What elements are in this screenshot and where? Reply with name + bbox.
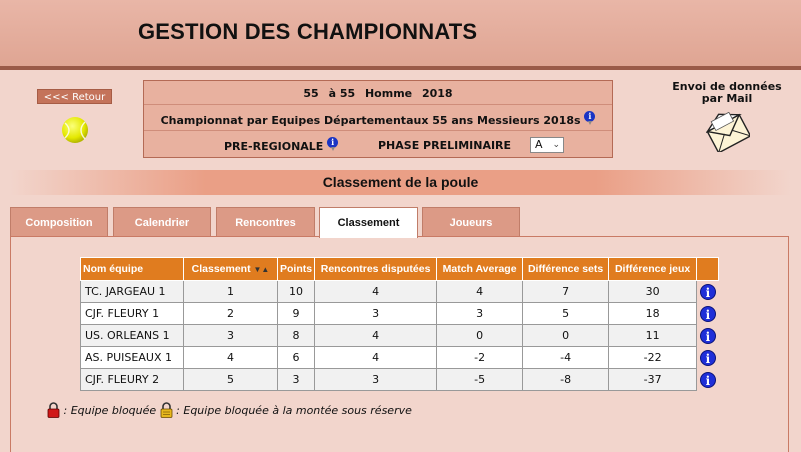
cell-team: AS. PUISEAUX 1 [81,347,184,369]
cell-info [697,369,719,391]
cell-game-diff: 18 [609,303,697,325]
tab-composition[interactable]: Composition [10,207,108,237]
cell-set-diff: -4 [523,347,609,369]
division-row [144,133,612,157]
info-icon[interactable]: i [700,372,716,388]
cell-set-diff: 0 [523,325,609,347]
tab-classement[interactable]: Classement [319,207,418,238]
tab-calendrier[interactable]: Calendrier [113,207,211,237]
info-icon[interactable]: i [700,306,716,322]
cell-team: CJF. FLEURY 2 [81,369,184,391]
cell-ranking: 4 [184,347,278,369]
cell-info [697,325,719,347]
tab-joueurs[interactable]: Joueurs [422,207,520,237]
cell-game-diff: -37 [609,369,697,391]
cell-info [697,347,719,369]
division-name: PRE-REGIONALE [224,140,324,153]
cell-ranking: 3 [184,325,278,347]
envelope-icon[interactable] [706,112,750,152]
championship-info-icon[interactable]: i [584,111,595,122]
yellow-lock-icon [160,402,173,418]
cell-ranking: 5 [184,369,278,391]
cell-match-average: -5 [437,369,523,391]
send-mail-line2: par Mail [701,92,753,105]
category-year: 2018 [421,87,453,100]
col-matches[interactable]: Rencontres disputées [315,258,437,281]
legend-locked: : Equipe bloquée [63,404,157,417]
cell-points: 6 [278,347,315,369]
cell-set-diff: -8 [523,369,609,391]
col-actions [697,258,719,281]
cell-set-diff: 5 [523,303,609,325]
tab-rencontres[interactable]: Rencontres [216,207,315,237]
sort-icon[interactable]: ▼▲ [253,265,270,274]
table-row [81,347,719,369]
table-row [81,369,719,391]
cell-match-average: 3 [437,303,523,325]
send-mail-line1: Envoi de données [672,80,782,93]
phase-label: PHASE PRELIMINAIRE [378,139,512,152]
section-title: Classement de la poule [10,170,791,195]
cell-info [697,303,719,325]
cell-match-average: -2 [437,347,523,369]
cell-match-average: 0 [437,325,523,347]
cell-ranking: 2 [184,303,278,325]
cell-matches: 4 [315,347,437,369]
cell-points: 10 [278,281,315,303]
category-row [144,87,612,105]
col-match-average[interactable]: Match Average [437,258,523,281]
send-mail-label [662,81,792,105]
table-row [81,303,719,325]
info-icon[interactable]: i [700,284,716,300]
info-icon[interactable]: i [700,328,716,344]
cell-points: 8 [278,325,315,347]
cell-points: 9 [278,303,315,325]
cell-matches: 3 [315,303,437,325]
cell-game-diff: -22 [609,347,697,369]
championship-name: Championnat par Equipes Départementaux 55 ans Messieurs 2018s [160,114,581,127]
category-age-min: 55 [303,87,319,100]
cell-team: CJF. FLEURY 1 [81,303,184,325]
cell-matches: 4 [315,281,437,303]
info-icon[interactable]: i [700,350,716,366]
cell-info [697,281,719,303]
poule-select-value: A [535,138,543,151]
table-row [81,281,719,303]
cell-points: 3 [278,369,315,391]
cell-game-diff: 30 [609,281,697,303]
poule-select[interactable] [530,137,564,153]
chevron-down-icon: ⌄ [552,140,560,150]
division-label [224,137,338,153]
col-set-diff[interactable]: Différence sets [523,258,609,281]
col-game-diff[interactable]: Différence jeux [609,258,697,281]
category-age-max: à 55 [328,87,356,100]
col-points[interactable]: Points [278,258,315,281]
legend [47,402,412,418]
back-button[interactable]: <<< Retour [37,89,112,104]
legend-locked-reserve: : Equipe bloquée à la montée sous réserve [176,404,412,417]
page-header [0,0,801,70]
cell-team: US. ORLEANS 1 [81,325,184,347]
col-ranking[interactable] [184,258,278,281]
red-lock-icon [47,402,60,418]
table-header-row [81,258,719,281]
division-info-icon[interactable]: i [327,137,338,148]
cell-game-diff: 11 [609,325,697,347]
category-gender: Homme [364,87,413,100]
ranking-table [80,257,719,391]
cell-matches: 4 [315,325,437,347]
cell-matches: 3 [315,369,437,391]
cell-ranking: 1 [184,281,278,303]
page-title: GESTION DES CHAMPIONNATS [138,19,478,44]
tennis-ball-icon [61,116,89,144]
table-row [81,325,719,347]
cell-set-diff: 7 [523,281,609,303]
championship-row [144,107,612,131]
col-team[interactable]: Nom équipe [81,258,184,281]
cell-match-average: 4 [437,281,523,303]
cell-team: TC. JARGEAU 1 [81,281,184,303]
championship-info-box [143,80,613,158]
col-ranking-label: Classement [191,263,251,275]
